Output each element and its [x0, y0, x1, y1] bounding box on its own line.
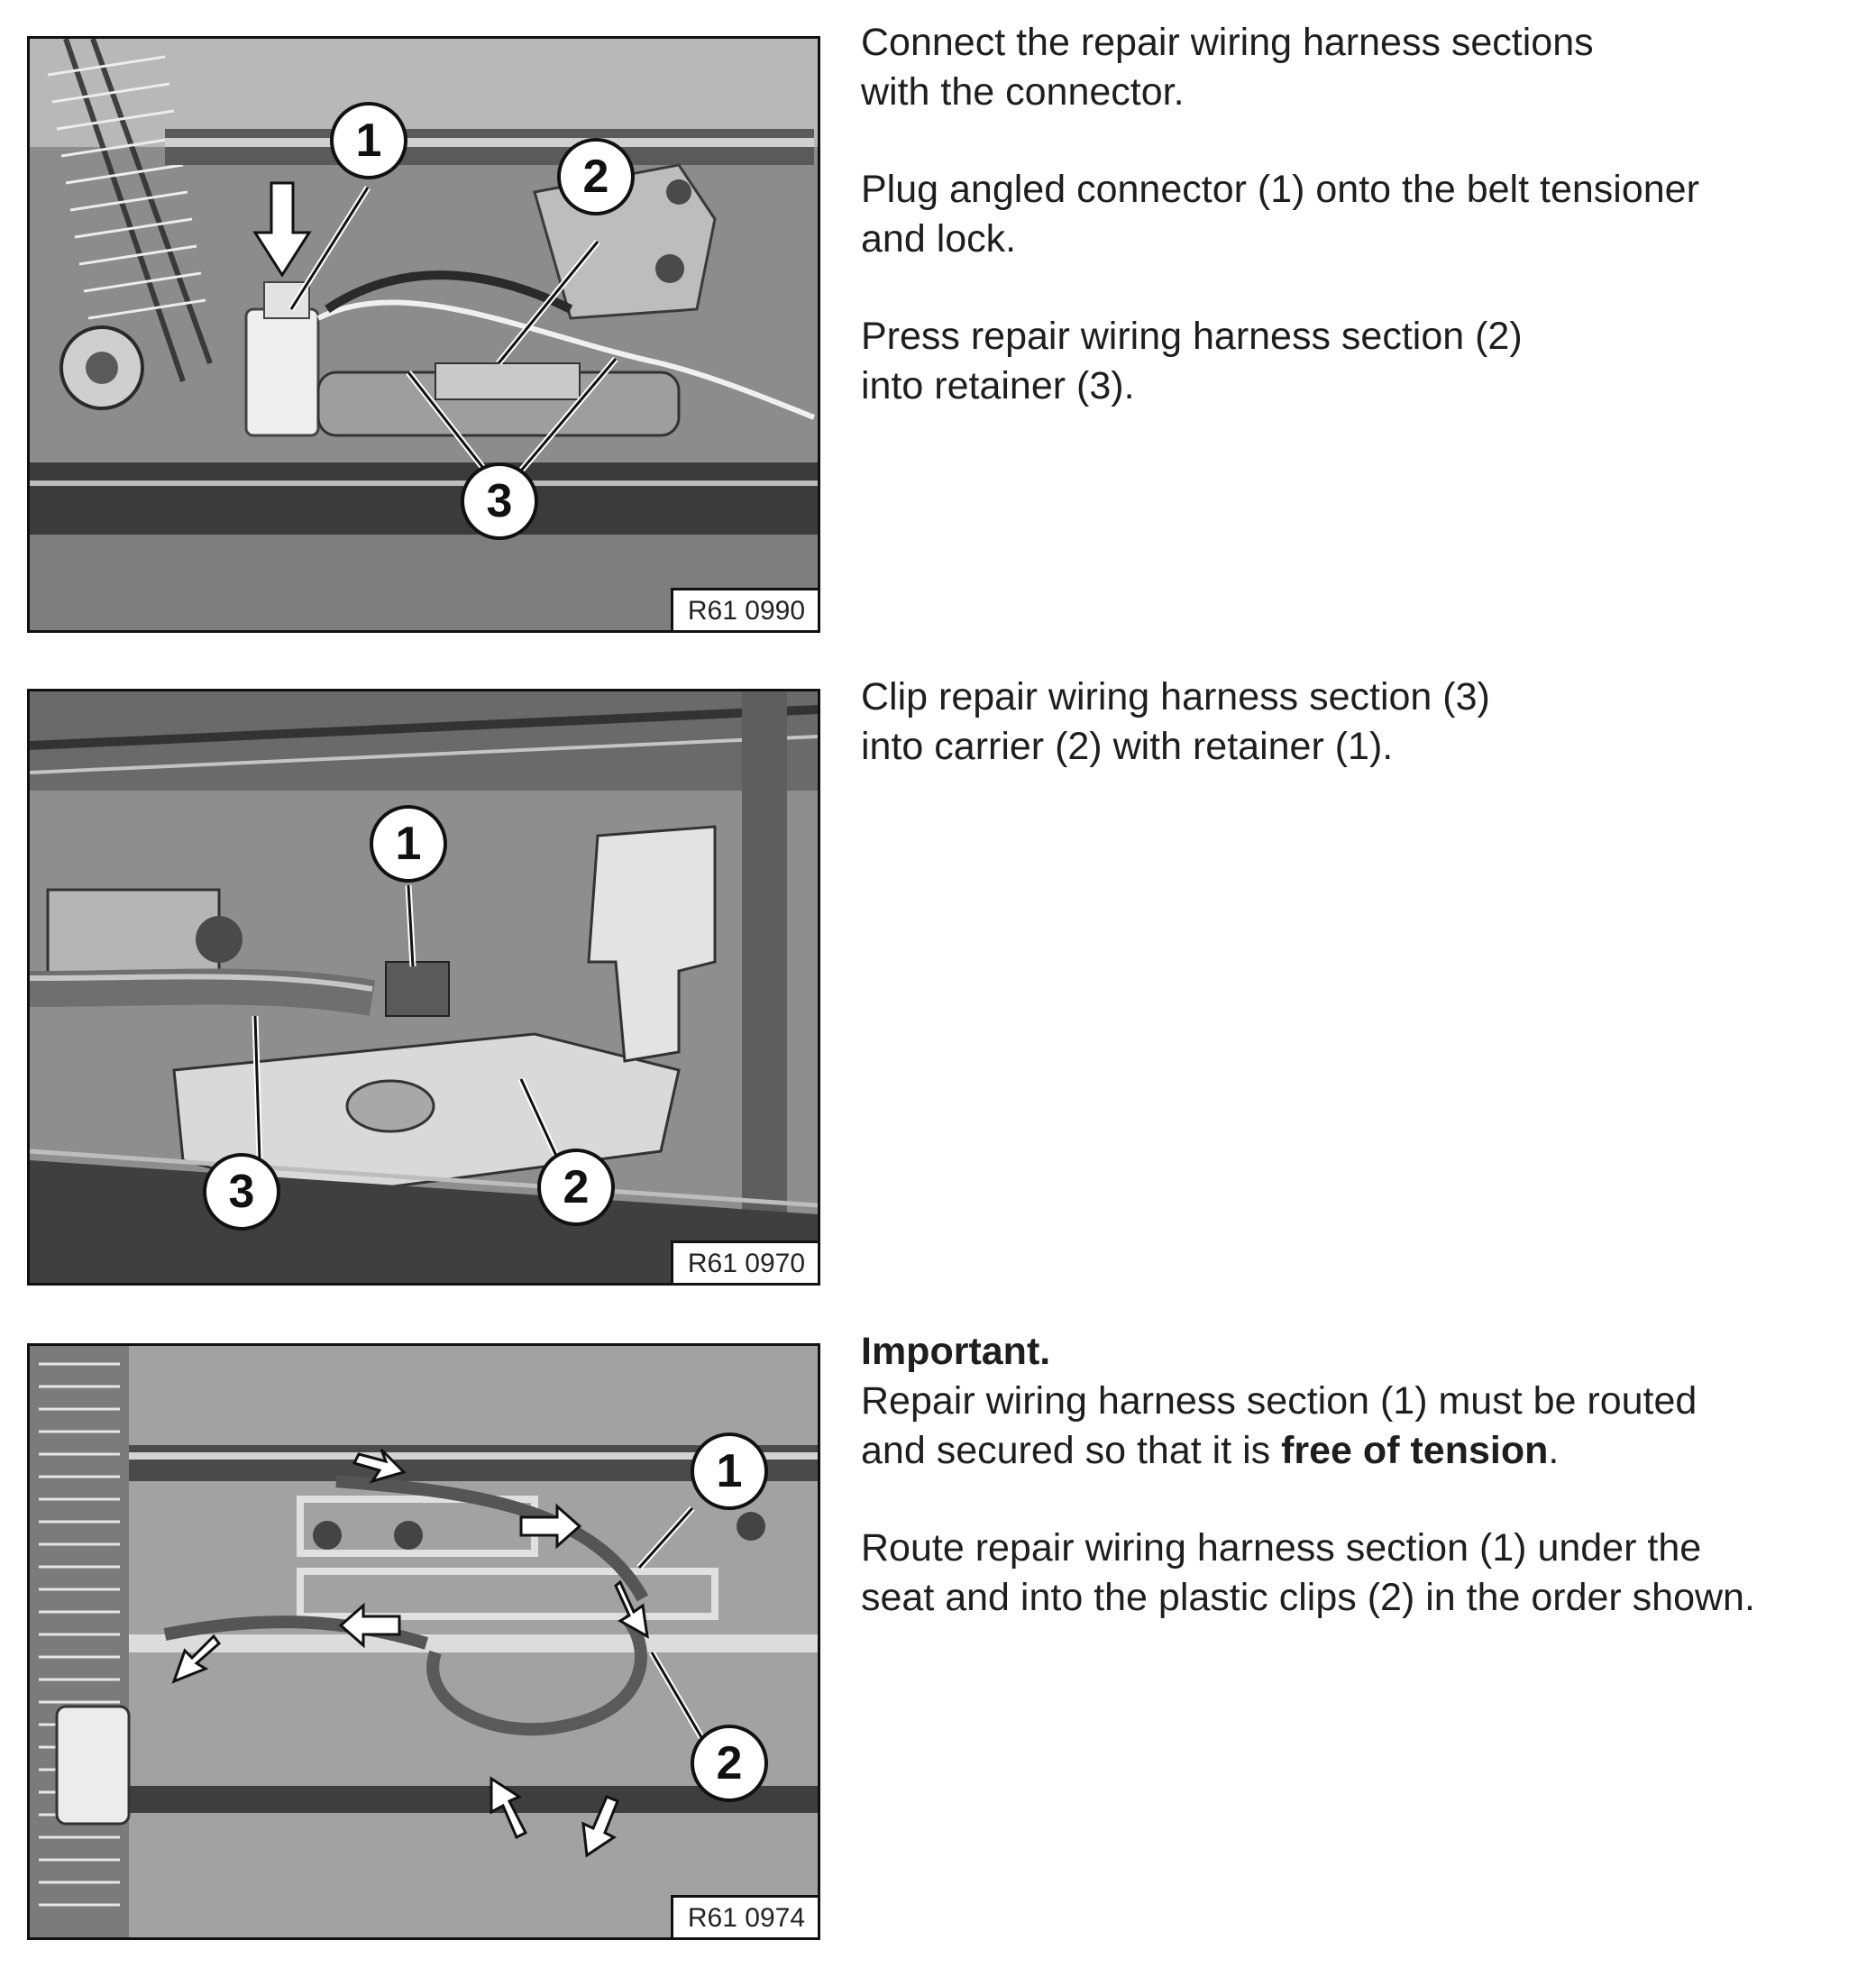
photo-harness-routing-under-seat — [30, 1346, 818, 1937]
figure-code: R61 0990 — [671, 588, 818, 630]
text-fragment: . — [1548, 1429, 1560, 1472]
callout-2: 2 — [537, 1149, 615, 1226]
text-line: and lock. — [861, 217, 1017, 261]
important-heading: Important. — [861, 1330, 1051, 1373]
emphasis-free-of-tension: free of tension — [1281, 1429, 1549, 1472]
instructions-step-3 — [861, 1327, 1862, 1670]
text-line: seat and into the plastic clips (2) in the order shown. — [861, 1576, 1755, 1619]
text-line: into carrier (2) with retainer (1). — [861, 725, 1394, 768]
text-line: Clip repair wiring harness section (3) — [861, 675, 1490, 718]
callout-3: 3 — [203, 1153, 280, 1231]
instructions-step-1 — [861, 18, 1862, 459]
text-line — [861, 1426, 1862, 1476]
callout-1: 1 — [330, 102, 407, 179]
callout-2: 2 — [691, 1725, 768, 1802]
paragraph — [861, 165, 1862, 264]
paragraph — [861, 1524, 1862, 1623]
text-fragment: and secured so that it is — [861, 1429, 1282, 1472]
figure-r61-0974 — [27, 1343, 820, 1940]
instructions-step-2 — [861, 673, 1862, 819]
text-line: into retainer (3). — [861, 364, 1135, 407]
text-line: Plug angled connector (1) onto the belt tensioner — [861, 168, 1699, 211]
text-line: Repair wiring harness section (1) must be routed — [861, 1379, 1698, 1423]
callout-3: 3 — [461, 462, 538, 540]
callout-1: 1 — [370, 805, 447, 883]
figure-r61-0990 — [27, 36, 820, 633]
callout-1: 1 — [691, 1432, 768, 1510]
figure-r61-0970 — [27, 689, 820, 1286]
text-line: Route repair wiring harness section (1) under the — [861, 1526, 1702, 1570]
text-line: Press repair wiring harness section (2) — [861, 315, 1523, 358]
text-line: Connect the repair wiring harness sections — [861, 21, 1594, 64]
callout-2: 2 — [557, 138, 635, 215]
paragraph-important — [861, 1327, 1862, 1476]
figure-code: R61 0974 — [671, 1895, 818, 1937]
paragraph — [861, 312, 1862, 411]
figure-code: R61 0970 — [671, 1240, 818, 1283]
paragraph — [861, 18, 1862, 117]
photo-harness-carrier-retainer — [30, 691, 818, 1283]
paragraph — [861, 673, 1862, 772]
text-line: with the connector. — [861, 70, 1185, 114]
photo-belt-tensioner-connector — [30, 39, 818, 630]
